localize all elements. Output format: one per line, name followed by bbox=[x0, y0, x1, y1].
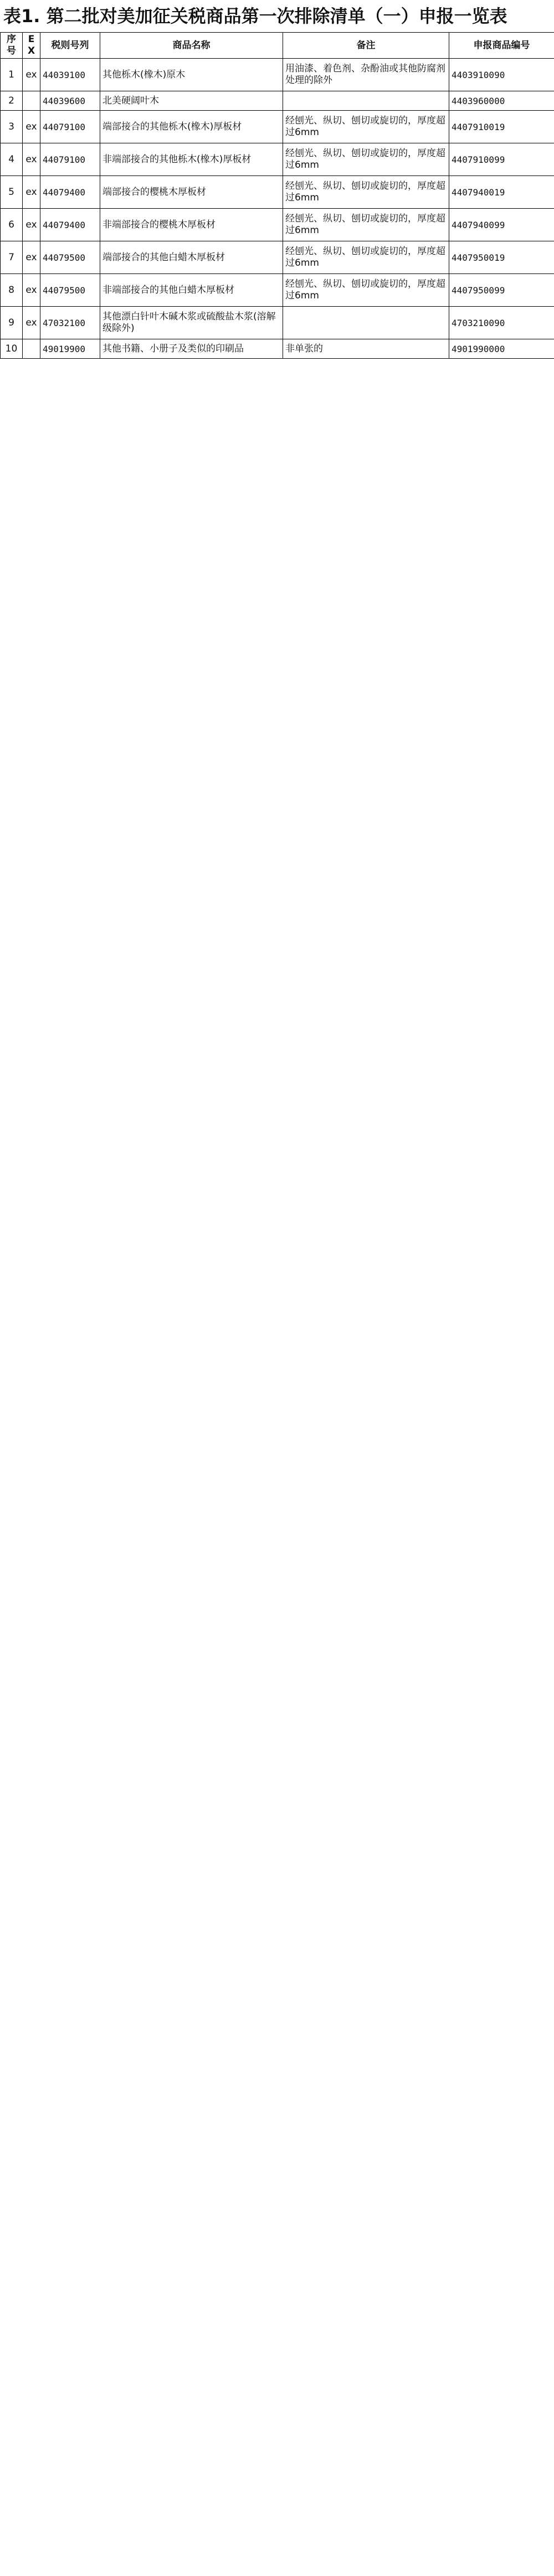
table-row bbox=[1, 176, 554, 209]
cell-note: 经刨光、纵切、刨切或旋切的，厚度超过6mm bbox=[283, 176, 449, 209]
header-sub: 申报商品编号 bbox=[449, 33, 554, 59]
table-row bbox=[1, 307, 554, 339]
cell-name: 端部接合的其他白蜡木厚板材 bbox=[100, 241, 283, 274]
cell-ex: ex bbox=[23, 307, 40, 339]
cell-sub: 4407950019 bbox=[449, 241, 554, 274]
cell-note: 经刨光、纵切、刨切或旋切的，厚度超过6mm bbox=[283, 274, 449, 307]
header-name: 商品名称 bbox=[100, 33, 283, 59]
cell-ex bbox=[23, 91, 40, 111]
cell-ex: ex bbox=[23, 143, 40, 176]
exclusion-table bbox=[0, 32, 554, 359]
cell-sub: 4703210090 bbox=[449, 307, 554, 339]
cell-seq: 2 bbox=[1, 91, 23, 111]
table-row bbox=[1, 241, 554, 274]
cell-sub: 4407950099 bbox=[449, 274, 554, 307]
cell-sub: 4901990000 bbox=[449, 339, 554, 359]
cell-sub: 4407940019 bbox=[449, 176, 554, 209]
cell-seq: 1 bbox=[1, 59, 23, 91]
cell-code: 44039600 bbox=[40, 91, 100, 111]
cell-note: 经刨光、纵切、刨切或旋切的，厚度超过6mm bbox=[283, 111, 449, 143]
cell-name: 其他栎木(橡木)原木 bbox=[100, 59, 283, 91]
cell-code: 44079500 bbox=[40, 274, 100, 307]
cell-code: 44039100 bbox=[40, 59, 100, 91]
header-code: 税则号列 bbox=[40, 33, 100, 59]
cell-code: 44079100 bbox=[40, 111, 100, 143]
cell-code: 44079100 bbox=[40, 143, 100, 176]
cell-name: 其他漂白针叶木碱木浆或硫酸盐木浆(溶解级除外) bbox=[100, 307, 283, 339]
table-row bbox=[1, 59, 554, 91]
cell-ex: ex bbox=[23, 209, 40, 241]
table-row bbox=[1, 111, 554, 143]
table-header-row bbox=[1, 33, 554, 59]
cell-name: 北美硬阔叶木 bbox=[100, 91, 283, 111]
cell-sub: 4407910099 bbox=[449, 143, 554, 176]
cell-seq: 4 bbox=[1, 143, 23, 176]
cell-note: 经刨光、纵切、刨切或旋切的，厚度超过6mm bbox=[283, 241, 449, 274]
cell-code: 47032100 bbox=[40, 307, 100, 339]
cell-note bbox=[283, 307, 449, 339]
cell-seq: 5 bbox=[1, 176, 23, 209]
table-body bbox=[1, 59, 554, 359]
cell-ex: ex bbox=[23, 111, 40, 143]
header-note: 备注 bbox=[283, 33, 449, 59]
cell-seq: 6 bbox=[1, 209, 23, 241]
cell-seq: 3 bbox=[1, 111, 23, 143]
cell-name: 非端部接合的樱桃木厚板材 bbox=[100, 209, 283, 241]
cell-name: 其他书籍、小册子及类似的印刷品 bbox=[100, 339, 283, 359]
cell-ex: ex bbox=[23, 59, 40, 91]
cell-sub: 4403910090 bbox=[449, 59, 554, 91]
cell-ex: ex bbox=[23, 176, 40, 209]
cell-seq: 10 bbox=[1, 339, 23, 359]
cell-code: 44079400 bbox=[40, 176, 100, 209]
table-row bbox=[1, 209, 554, 241]
cell-sub: 4403960000 bbox=[449, 91, 554, 111]
cell-name: 端部接合的其他栎木(橡木)厚板材 bbox=[100, 111, 283, 143]
cell-code: 44079400 bbox=[40, 209, 100, 241]
cell-note: 非单张的 bbox=[283, 339, 449, 359]
cell-name: 端部接合的樱桃木厚板材 bbox=[100, 176, 283, 209]
cell-note: 经刨光、纵切、刨切或旋切的，厚度超过6mm bbox=[283, 209, 449, 241]
table-row bbox=[1, 339, 554, 359]
table-row bbox=[1, 143, 554, 176]
cell-sub: 4407940099 bbox=[449, 209, 554, 241]
page bbox=[0, 0, 554, 359]
cell-ex bbox=[23, 339, 40, 359]
cell-note: 用油漆、着色剂、杂酚油或其他防腐剂处理的除外 bbox=[283, 59, 449, 91]
cell-seq: 8 bbox=[1, 274, 23, 307]
table-row bbox=[1, 91, 554, 111]
cell-sub: 4407910019 bbox=[449, 111, 554, 143]
cell-code: 49019900 bbox=[40, 339, 100, 359]
page-title: 表1. 第二批对美加征关税商品第一次排除清单（一）申报一览表 bbox=[3, 6, 507, 27]
header-seq: 序号 bbox=[1, 33, 23, 59]
cell-note: 经刨光、纵切、刨切或旋切的，厚度超过6mm bbox=[283, 143, 449, 176]
table-row bbox=[1, 274, 554, 307]
cell-ex: ex bbox=[23, 241, 40, 274]
cell-seq: 9 bbox=[1, 307, 23, 339]
header-ex: EX bbox=[23, 33, 40, 59]
cell-name: 非端部接合的其他栎木(橡木)厚板材 bbox=[100, 143, 283, 176]
cell-code: 44079500 bbox=[40, 241, 100, 274]
cell-note bbox=[283, 91, 449, 111]
cell-name: 非端部接合的其他白蜡木厚板材 bbox=[100, 274, 283, 307]
cell-seq: 7 bbox=[1, 241, 23, 274]
cell-ex: ex bbox=[23, 274, 40, 307]
